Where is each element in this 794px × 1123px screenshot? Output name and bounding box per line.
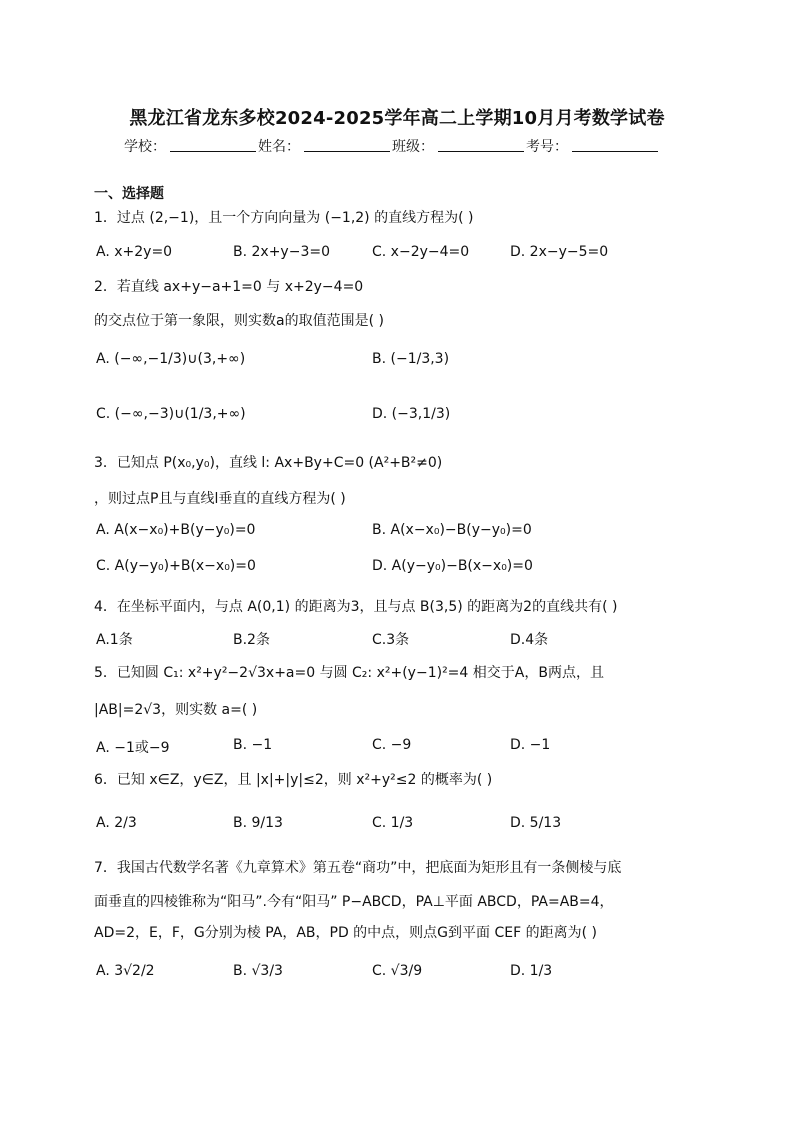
question-3-stem: 3．已知点 P(x₀,y₀)，直线 l: Ax+By+C=0 (A²+B²≠0) xyxy=(94,455,443,471)
question-3-option-b: B. A(x−x₀)−B(y−y₀)=0 xyxy=(372,522,532,538)
question-6-option-d: D. 5/13 xyxy=(510,815,562,831)
section-heading: 一、选择题 xyxy=(94,186,164,202)
question-7-option-a: A. 3√2/2 xyxy=(96,963,155,979)
question-7-stem: 7．我国古代数学名著《九章算术》第五卷“商功”中，把底面为矩形且有一条侧棱与底 xyxy=(94,860,622,876)
student-info-row xyxy=(124,136,684,156)
question-4-stem: 4．在坐标平面内，与点 A(0,1) 的距离为3，且与点 B(3,5) 的距离为2的直线共有( ) xyxy=(94,599,618,615)
question-5-option-c: C. −9 xyxy=(372,737,412,753)
question-4-option-c: C.3条 xyxy=(372,632,410,648)
question-6-option-b: B. 9/13 xyxy=(233,815,283,831)
question-3-option-a: A. A(x−x₀)+B(y−y₀)=0 xyxy=(96,522,256,538)
question-5-option-a: A. −1或−9 xyxy=(96,740,170,756)
question-4-option-d: D.4条 xyxy=(510,632,549,648)
question-3-option-c: C. A(y−y₀)+B(x−x₀)=0 xyxy=(96,558,256,574)
name-label: 姓名： xyxy=(258,139,300,155)
question-5-option-d: D. −1 xyxy=(510,737,551,753)
question-5-stem-line2: |AB|=2√3，则实数 a=( ) xyxy=(94,702,258,718)
class-label: 班级： xyxy=(392,139,434,155)
question-2-option-c: C. (−∞,−3)∪(1/3,+∞) xyxy=(96,406,246,422)
school-blank[interactable] xyxy=(170,136,256,152)
question-5-stem: 5．已知圆 C₁: x²+y²−2√3x+a=0 与圆 C₂: x²+(y−1)²=4 相交于A，B两点，且 xyxy=(94,665,604,681)
class-blank[interactable] xyxy=(438,136,524,152)
question-1-option-a: A. x+2y=0 xyxy=(96,244,173,260)
question-7-option-b: B. √3/3 xyxy=(233,963,283,979)
question-6-option-a: A. 2/3 xyxy=(96,815,137,831)
question-4-option-b: B.2条 xyxy=(233,632,270,648)
question-2-option-d: D. (−3,1/3) xyxy=(372,406,451,422)
question-3-option-d: D. A(y−y₀)−B(x−x₀)=0 xyxy=(372,558,533,574)
question-2-stem-line2: 的交点位于第一象限，则实数a的取值范围是( ) xyxy=(94,313,384,329)
question-6-stem: 6．已知 x∈Z，y∈Z，且 |x|+|y|≤2，则 x²+y²≤2 的概率为( ) xyxy=(94,772,493,788)
question-2-option-b: B. (−1/3,3) xyxy=(372,351,450,367)
question-7-stem-line2: 面垂直的四棱锥称为“阳马”.今有“阳马” P−ABCD，PA⊥平面 ABCD，PA=AB=4， xyxy=(94,894,614,910)
school-label: 学校： xyxy=(124,139,166,155)
question-5-option-b: B. −1 xyxy=(233,737,273,753)
number-label: 考号： xyxy=(526,139,568,155)
page-title: 黑龙江省龙东多校2024-2025学年高二上学期10月月考数学试卷 xyxy=(129,108,665,129)
number-blank[interactable] xyxy=(572,136,658,152)
question-1-option-d: D. 2x−y−5=0 xyxy=(510,244,609,260)
question-4-option-a: A.1条 xyxy=(96,632,133,648)
question-1-option-b: B. 2x+y−3=0 xyxy=(233,244,330,260)
name-blank[interactable] xyxy=(304,136,390,152)
question-7-option-d: D. 1/3 xyxy=(510,963,553,979)
question-7-option-c: C. √3/9 xyxy=(372,963,423,979)
question-3-stem-line2: ，则过点P且与直线l垂直的直线方程为( ) xyxy=(94,491,346,507)
question-2-stem: 2．若直线 ax+y−a+1=0 与 x+2y−4=0 xyxy=(94,279,364,295)
question-7-stem-line3: AD=2，E，F，G分别为棱 PA，AB，PD 的中点，则点G到平面 CEF 的距离为( ) xyxy=(94,925,597,941)
question-2-option-a: A. (−∞,−1/3)∪(3,+∞) xyxy=(96,351,246,367)
question-6-option-c: C. 1/3 xyxy=(372,815,414,831)
question-1-stem: 1．过点 (2,−1)，且一个方向向量为 (−1,2) 的直线方程为( ) xyxy=(94,210,474,226)
question-1-option-c: C. x−2y−4=0 xyxy=(372,244,470,260)
